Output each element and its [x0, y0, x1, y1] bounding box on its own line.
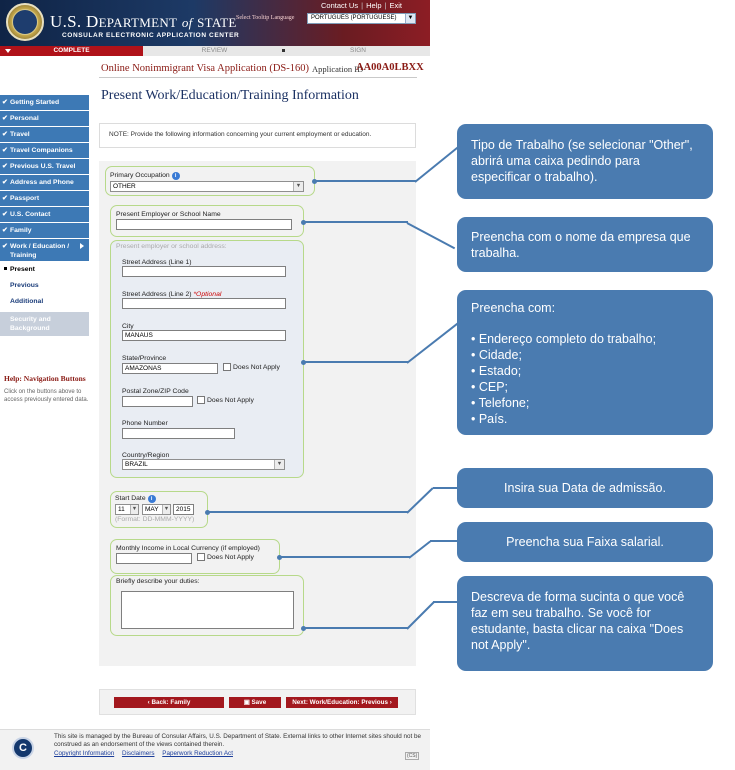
state-label: State/Province [122, 355, 167, 362]
sidebar-item-us-contact[interactable]: ✔ U.S. Contact [0, 207, 89, 223]
primary-occupation-label: Primary Occupation i [110, 172, 180, 180]
check-icon: ✔ [2, 115, 8, 122]
city-input[interactable]: MANAUS [122, 330, 286, 341]
connector-line [304, 221, 408, 223]
next-previous-button[interactable]: Next: Work/Education: Previous › [286, 697, 398, 708]
footer-links [54, 750, 239, 757]
chevron-down-icon: ▼ [163, 506, 170, 512]
primary-occupation-select[interactable]: OTHER ▼ [110, 181, 304, 192]
chevron-down-icon: ▼ [131, 506, 138, 512]
copyright-link[interactable]: Copyright Information [54, 750, 115, 757]
zip-does-not-apply-label: Does Not Apply [207, 397, 254, 404]
connector-line [304, 627, 408, 629]
sidebar-item-work-education[interactable]: ✔ Work / Education / Training [0, 239, 89, 262]
sidebar-item-previous-us-travel[interactable]: ✔ Previous U.S. Travel [0, 159, 89, 175]
street2-input[interactable] [122, 298, 286, 309]
sidebar-item-security-background: Security and Background [0, 312, 89, 336]
sidebar-item-passport[interactable]: ✔ Passport [0, 191, 89, 207]
connector-line [304, 361, 408, 363]
sidebar-subitem-previous[interactable]: Previous [10, 282, 39, 289]
department-subtitle: CONSULAR ELECTRONIC APPLICATION CENTER [62, 32, 240, 39]
start-month-select[interactable]: MAY ▼ [142, 504, 171, 515]
income-input[interactable] [116, 553, 192, 564]
paperwork-link[interactable]: Paperwork Reduction Act [162, 750, 233, 757]
chevron-down-icon: ▼ [405, 14, 415, 23]
zip-does-not-apply-checkbox[interactable] [197, 396, 205, 404]
zip-label: Postal Zone/ZIP Code [122, 388, 189, 395]
form-button-bar [99, 689, 416, 715]
info-icon[interactable]: i [172, 172, 180, 180]
start-date-label: Start Date i [115, 495, 156, 503]
progress-step-complete: COMPLETE [0, 46, 143, 56]
callout-duties: Descreva de forma sucinta o que você faz em seu trabalho. Se você for estudante, basta clicar na caixa "Does not Apply". [457, 576, 713, 671]
connector-line [315, 180, 416, 182]
phone-input[interactable] [122, 428, 235, 439]
sidebar-subitem-additional[interactable]: Additional [10, 298, 44, 305]
tooltip-language-select[interactable]: PORTUGUÊS (PORTUGUESE) ▼ [307, 13, 416, 24]
application-title: Online Nonimmigrant Visa Application (DS-160) [101, 63, 309, 74]
page-title: Present Work/Education/Training Information [101, 88, 359, 103]
tooltip-language-label: Select Tooltip Language [236, 15, 295, 21]
callout-address: Preencha com: • Endereço completo do trabalho; • Cidade; • Estado; • CEP; • Telefone; • País. [457, 290, 713, 435]
connector-line [460, 142, 462, 144]
current-marker [4, 267, 7, 270]
ceac-logo-icon: C [12, 737, 34, 759]
info-icon[interactable]: i [148, 495, 156, 503]
street2-label: Street Address (Line 2) *Optional [122, 291, 222, 298]
street1-label: Street Address (Line 1) [122, 259, 192, 266]
callout-employer: Preencha com o nome da empresa que trabalha. [457, 217, 713, 272]
sidebar-subitem-present[interactable]: Present [0, 265, 89, 274]
divider [99, 77, 417, 78]
date-format-hint: (Format: DD-MMM-YYYY) [115, 516, 195, 523]
income-label: Monthly Income in Local Currency (if employed) [116, 545, 260, 552]
city-label: City [122, 323, 134, 330]
sidebar-item-getting-started[interactable]: ✔ Getting Started [0, 95, 89, 111]
check-icon: ✔ [2, 131, 8, 138]
connector-line [208, 511, 408, 513]
note-box: NOTE: Provide the following information concerning your current employment or education. [99, 123, 416, 148]
phone-label: Phone Number [122, 420, 168, 427]
employer-label: Present Employer or School Name [116, 211, 221, 218]
department-title: U.S. DEPARTMENT of STATE [50, 12, 237, 31]
connector-line [433, 487, 458, 489]
duties-label: Briefly describe your duties: [116, 578, 200, 585]
back-family-button[interactable]: ‹ Back: Family [114, 697, 224, 708]
check-icon: ✔ [2, 147, 8, 154]
top-links: Contact Us | Help | Exit [321, 1, 402, 10]
check-icon: ✔ [2, 99, 8, 106]
country-label: Country/Region [122, 452, 170, 459]
callout-income: Preencha sua Faixa salarial. [457, 522, 713, 562]
help-panel [4, 374, 89, 404]
check-icon: ✔ [2, 243, 8, 250]
callout-occupation: Tipo de Trabalho (se selecionar "Other", abrirá uma caixa pedindo para especificar o trabalho). [457, 124, 713, 199]
check-icon: ✔ [2, 163, 8, 170]
connector-line [430, 540, 458, 542]
chevron-down-icon: ▼ [274, 460, 284, 469]
income-does-not-apply-checkbox[interactable] [197, 553, 205, 561]
address-header: Present employer or school address: [116, 243, 227, 250]
sidebar-item-personal[interactable]: ✔ Personal [0, 111, 89, 127]
sidebar-item-travel-companions[interactable]: ✔ Travel Companions [0, 143, 89, 159]
save-icon: ▣ [243, 699, 252, 706]
zip-input[interactable] [122, 396, 193, 407]
state-does-not-apply-label: Does Not Apply [233, 364, 280, 371]
sidebar-item-family[interactable]: ✔ Family [0, 223, 89, 239]
contact-us-link[interactable]: Contact Us [321, 1, 359, 10]
country-select[interactable]: BRAZIL ▼ [122, 459, 285, 470]
check-icon: ✔ [2, 195, 8, 202]
progress-step-sign: SIGN [350, 47, 366, 54]
caret-down-icon [5, 49, 11, 53]
income-does-not-apply-label: Does Not Apply [207, 554, 254, 561]
state-does-not-apply-checkbox[interactable] [223, 363, 231, 371]
sidebar-item-travel[interactable]: ✔ Travel [0, 127, 89, 143]
start-year-input[interactable]: 2015 [173, 504, 194, 515]
sidebar-item-address-phone[interactable]: ✔ Address and Phone [0, 175, 89, 191]
duties-textarea[interactable] [121, 591, 294, 629]
help-title: Help: Navigation Buttons [4, 374, 86, 383]
check-icon: ✔ [2, 179, 8, 186]
application-id-label: Application ID [312, 64, 364, 74]
help-link[interactable]: Help [366, 1, 382, 10]
progress-step-review: REVIEW [201, 47, 228, 54]
disclaimers-link[interactable]: Disclaimers [121, 750, 155, 757]
progress-marker [282, 49, 285, 52]
caret-right-icon [80, 243, 84, 249]
progress-bar [0, 46, 430, 56]
street1-input[interactable] [122, 266, 286, 277]
footer-text: This site is managed by the Bureau of Consular Affairs, U.S. Department of State. External links to other Internet sites should not be construed as an endorsement of the views contained therein. [54, 733, 422, 748]
employer-input[interactable] [116, 219, 292, 230]
connector-line [280, 556, 410, 558]
help-text: Click on the buttons above to access previously entered data. [4, 389, 89, 403]
connector-line [433, 601, 458, 603]
save-button[interactable]: ▣ Save [229, 697, 281, 708]
application-id-value: AA00A0LBXX [356, 62, 424, 73]
exit-link[interactable]: Exit [389, 1, 402, 10]
seal-eagle-icon [12, 9, 38, 35]
callout-start-date: Insira sua Data de admissão. [457, 468, 713, 508]
chevron-down-icon: ▼ [293, 182, 303, 191]
connector-line [414, 143, 462, 182]
state-input[interactable]: AMAZONAS [122, 363, 218, 374]
check-icon: ✔ [2, 211, 8, 218]
start-day-select[interactable]: 11 ▼ [115, 504, 139, 515]
check-icon: ✔ [2, 227, 8, 234]
footer-code: (CS) [407, 753, 418, 759]
